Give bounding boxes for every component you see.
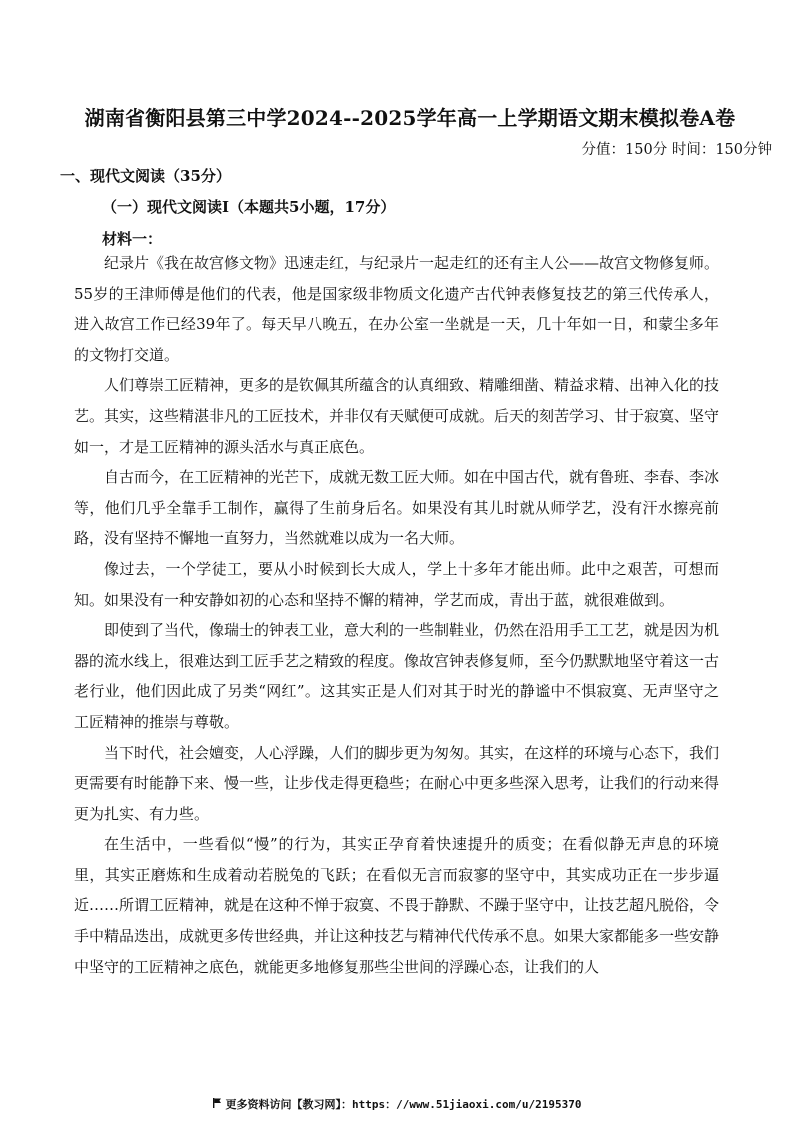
score-time-info: 分值：150分 时间：150分钟 bbox=[581, 142, 772, 158]
paragraph: 人们尊崇工匠精神，更多的是钦佩其所蕴含的认真细致、精雕细凿、精益求精、出神入化的技艺。其实，这些精湛非凡的工匠技术，并非仅有天赋便可成就。后天的刻苦学习、甘于寂寞、坚守如一，才是工匠精神的源头活水与真正底色。 bbox=[74, 376, 720, 456]
footer-link[interactable] bbox=[0, 1096, 794, 1112]
material-label: 材料一： bbox=[102, 230, 163, 248]
subsection-heading: （一）现代文阅读Ⅰ（本题共5小题，17分） bbox=[102, 198, 396, 216]
article-body bbox=[74, 248, 719, 982]
paragraph: 在生活中，一些看似“慢”的行为，其实正孕育着快速提升的质变；在看似静无声息的环境里，其实正磨炼和生成着动若脱兔的飞跃；在看似无言而寂寥的坚守中，其实成功正在一步步逼近……所谓工匠精神，就是在这种不惮于寂寞、不畏于静默、不躁于坚守中，让技艺超凡脱俗，令手中精品迭出，成就更多传世经典，并让这种技艺与精神代代传承不息。如果大家都能多一些安静中坚守的工匠精神之底色，就能更多地修复那些尘世间的浮躁心态，让我们的人 bbox=[74, 835, 720, 976]
paragraph: 当下时代，社会嬗变，人心浮躁，人们的脚步更为匆匆。其实，在这样的环境与心态下，我们更需要有时能静下来、慢一些，让步伐走得更稳些；在耐心中更多些深入思考，让我们的行动来得更为扎实、有力些。 bbox=[74, 743, 720, 823]
flag-icon bbox=[212, 1098, 222, 1111]
paragraph: 即使到了当代，像瑞士的钟表工业，意大利的一些制鞋业，仍然在沿用手工工艺，就是因为机器的流水线上，很难达到工匠手艺之精致的程度。像故宫钟表修复师，至今仍默默地坚守着这一古老行业，他们因此成了另类“网红”。这其实正是人们对其于时光的静谧中不惧寂寞、无声坚守之工匠精神的推崇与尊敬。 bbox=[74, 621, 720, 731]
paragraph: 纪录片《我在故宫修文物》迅速走红，与纪录片一起走红的还有主人公——故宫文物修复师。55岁的王津师傅是他们的代表，他是国家级非物质文化遗产古代钟表修复技艺的第三代传承人，进入故宫工作已经39年了。每天早八晚五，在办公室一坐就是一天，几十年如一日，和蒙尘多年的文物打交道。 bbox=[74, 254, 720, 364]
section-heading: 一、现代文阅读（35分） bbox=[60, 167, 231, 185]
paragraph: 像过去，一个学徒工，要从小时候到长大成人，学上十多年才能出师。此中之艰苦，可想而知。如果没有一种安静如初的心态和坚持不懈的精神，学艺而成，青出于蓝，就很难做到。 bbox=[74, 559, 719, 609]
paragraph: 自古而今，在工匠精神的光芒下，成就无数工匠大师。如在中国古代，就有鲁班、李春、李冰等，他们几乎全靠手工制作，赢得了生前身后名。如果没有其儿时就从师学艺，没有汗水擦亮前路，没有坚持不懈地一直努力，当然就难以成为一名大师。 bbox=[74, 468, 720, 548]
footer-text: 更多资料访问【教习网】：https：//www.51jiaoxi.com/u/2195370 bbox=[225, 1098, 582, 1111]
document-title: 湖南省衡阳县第三中学2024--2025学年高一上学期语文期末模拟卷A卷 bbox=[84, 106, 736, 130]
